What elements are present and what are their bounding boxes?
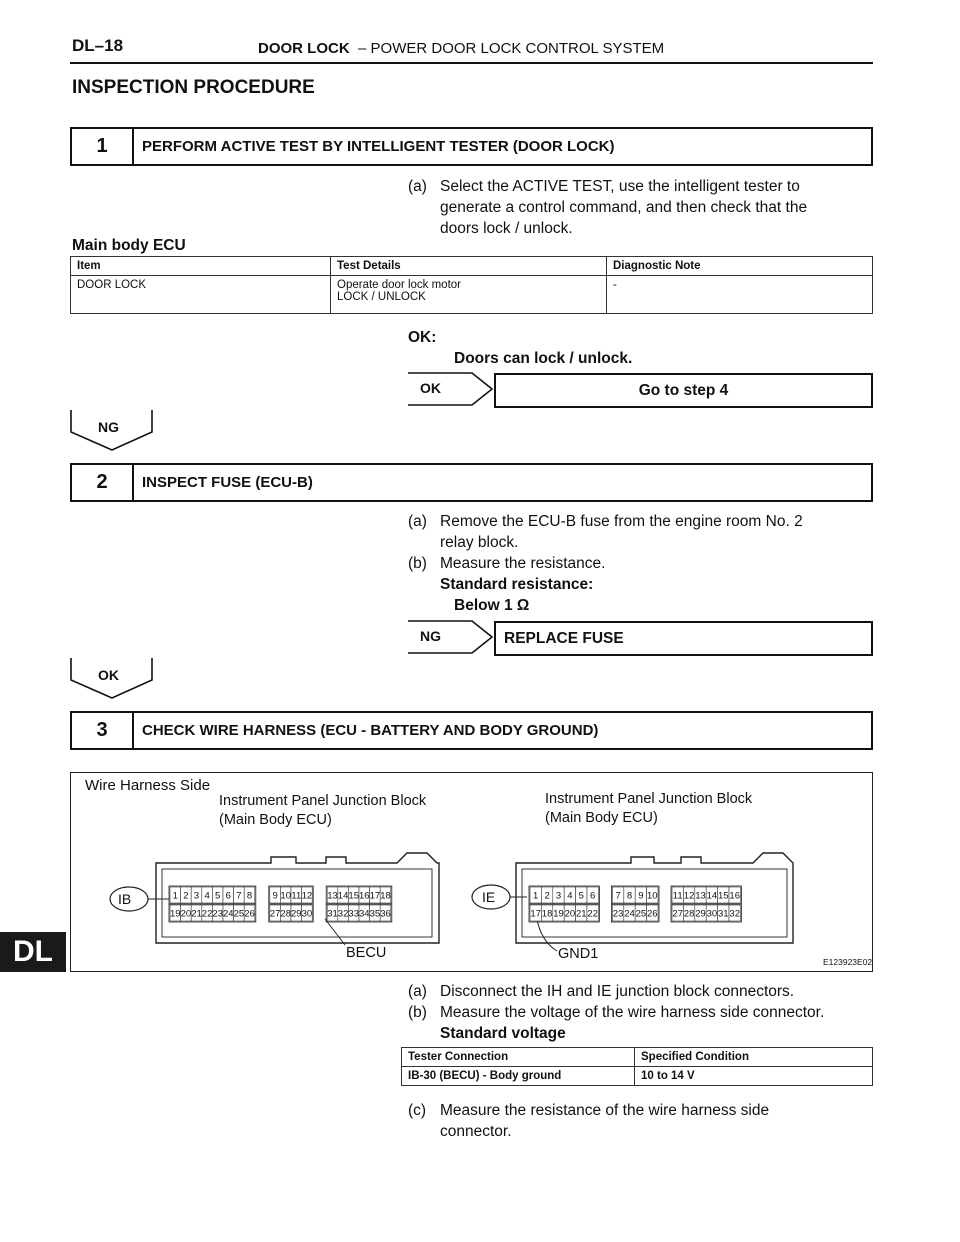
ie-pin-number: 1 bbox=[533, 890, 539, 902]
ib-pin-number: 1 bbox=[172, 890, 178, 902]
ie-pin-number: 31 bbox=[718, 908, 729, 920]
go-to-step-4-box: Go to step 4 bbox=[494, 373, 873, 408]
step-3-b-line1: Measure the voltage of the wire harness side connector. bbox=[440, 1004, 825, 1021]
ie-pin-number: 32 bbox=[729, 908, 740, 920]
left-title-line2: (Main Body ECU) bbox=[219, 812, 332, 828]
step-3-a-line1: Disconnect the IH and IE junction block connectors. bbox=[440, 983, 795, 1000]
ie-pin-number: 16 bbox=[729, 890, 740, 902]
ie-pin-number: 14 bbox=[706, 890, 718, 902]
step-3-c-label: (c) bbox=[408, 1102, 427, 1119]
table-cell-connection: IB-30 (BECU) - Body ground bbox=[402, 1067, 635, 1086]
ie-pin-number: 21 bbox=[576, 908, 587, 920]
step-1-a-line3: doors lock / unlock. bbox=[440, 220, 573, 237]
ie-pin-number: 29 bbox=[695, 908, 706, 920]
page-header-title bbox=[258, 40, 664, 57]
ie-pin-number: 9 bbox=[638, 890, 644, 902]
step-2-title: INSPECT FUSE (ECU-B) bbox=[142, 474, 313, 491]
step-3-title: CHECK WIRE HARNESS (ECU - BATTERY AND BODY GROUND) bbox=[142, 722, 599, 739]
ie-pin-number: 17 bbox=[530, 908, 541, 920]
step-2-a-line1: Remove the ECU-B fuse from the engine room No. 2 bbox=[440, 513, 803, 530]
ib-pin-number: 33 bbox=[348, 908, 359, 920]
ie-pin-number: 19 bbox=[553, 908, 564, 920]
right-title-line2: (Main Body ECU) bbox=[545, 810, 658, 826]
ie-pin-number: 28 bbox=[683, 908, 695, 920]
table-row bbox=[71, 276, 873, 314]
ie-pin-number: 23 bbox=[612, 908, 624, 920]
table-cell-condition: 10 to 14 V bbox=[635, 1067, 873, 1086]
step-3-a-label: (a) bbox=[408, 983, 427, 1000]
step-1-instruction bbox=[408, 176, 807, 239]
ie-pin-number: 12 bbox=[683, 890, 695, 902]
wire-harness-side-label: Wire Harness Side bbox=[85, 777, 211, 794]
section-side-tab: DL bbox=[0, 932, 66, 972]
step-2-a-line2: relay block. bbox=[440, 534, 519, 551]
ib-pin-number: 22 bbox=[201, 908, 213, 920]
ib-pin-number: 10 bbox=[280, 890, 291, 902]
ie-connector-label: IE bbox=[482, 889, 496, 905]
voltage-spec-table bbox=[401, 1047, 873, 1086]
standard-voltage-label: Standard voltage bbox=[440, 1025, 566, 1042]
ib-pin-number: 21 bbox=[191, 908, 202, 920]
right-title-line1: Instrument Panel Junction Block bbox=[545, 791, 753, 807]
ng-branch-label: NG bbox=[420, 628, 441, 644]
pin-grid bbox=[169, 886, 741, 922]
header-title-bold: DOOR LOCK bbox=[258, 40, 350, 57]
ib-pin-number: 14 bbox=[337, 890, 349, 902]
table-cell-details bbox=[331, 276, 607, 314]
ie-pin-number: 26 bbox=[647, 908, 658, 920]
details-line2: LOCK / UNLOCK bbox=[337, 291, 426, 303]
step-3-c-line1: Measure the resistance of the wire harness side bbox=[440, 1102, 770, 1119]
ib-pin-number: 8 bbox=[246, 890, 253, 902]
ib-pin-number: 15 bbox=[348, 890, 359, 902]
replace-fuse-box: REPLACE FUSE bbox=[494, 621, 873, 656]
ib-pin-number: 12 bbox=[301, 890, 313, 902]
standard-resistance-value: Below 1 Ω bbox=[454, 597, 530, 614]
ok-value: Doors can lock / unlock. bbox=[454, 350, 633, 367]
ie-pin-number: 15 bbox=[718, 890, 729, 902]
ie-pin-number: 22 bbox=[587, 908, 598, 920]
gnd1-pin-label: GND1 bbox=[558, 946, 599, 962]
header-rule bbox=[70, 62, 873, 64]
ie-pin-number: 2 bbox=[544, 890, 550, 902]
ib-pin-number: 30 bbox=[301, 908, 313, 920]
table-header-row bbox=[71, 257, 873, 276]
step-2-b-line1: Measure the resistance. bbox=[440, 555, 606, 572]
ib-pin-number: 13 bbox=[327, 890, 338, 902]
ok-continue-label: OK bbox=[98, 667, 119, 683]
section-title: INSPECTION PROCEDURE bbox=[72, 77, 315, 98]
ib-pin-number: 4 bbox=[204, 890, 210, 902]
ib-pin-number: 25 bbox=[233, 908, 245, 920]
table-cell-note: - bbox=[607, 276, 873, 314]
ie-pin-number: 3 bbox=[555, 890, 562, 902]
ib-pin-number: 11 bbox=[291, 890, 302, 902]
step-3-instructions bbox=[408, 981, 824, 1044]
ib-pin-number: 9 bbox=[272, 890, 278, 902]
table-row bbox=[402, 1067, 873, 1086]
step-3-c-instruction bbox=[408, 1100, 769, 1142]
ie-pin-number: 8 bbox=[626, 890, 633, 902]
ie-pin-number: 6 bbox=[590, 890, 596, 902]
step-1-a-line2: generate a control command, and then check that the bbox=[440, 199, 808, 216]
ng-continue-label: NG bbox=[98, 419, 119, 435]
step-3-number: 3 bbox=[72, 713, 134, 748]
step-3-b-label: (b) bbox=[408, 1004, 427, 1021]
ib-pin-number: 29 bbox=[291, 908, 302, 920]
ok-label: OK: bbox=[408, 329, 437, 346]
ib-pin-number: 2 bbox=[183, 890, 189, 902]
ib-pin-number: 20 bbox=[180, 908, 192, 920]
ib-pin-number: 5 bbox=[215, 890, 221, 902]
table-header-row bbox=[402, 1048, 873, 1067]
ib-pin-number: 35 bbox=[369, 908, 381, 920]
connector-drawing bbox=[71, 773, 872, 971]
ie-pin-number: 20 bbox=[564, 908, 576, 920]
table-header-test-details: Test Details bbox=[331, 257, 607, 276]
ib-pin-number: 19 bbox=[170, 908, 181, 920]
step-2-box bbox=[70, 463, 873, 502]
ib-pin-number: 26 bbox=[244, 908, 255, 920]
ib-pin-number: 31 bbox=[327, 908, 338, 920]
ib-pin-number: 16 bbox=[359, 890, 370, 902]
header-title-rest: – POWER DOOR LOCK CONTROL SYSTEM bbox=[358, 40, 665, 57]
step-3-c-line2: connector. bbox=[440, 1123, 512, 1140]
step-1-a-label: (a) bbox=[408, 178, 427, 195]
ib-pin-number: 34 bbox=[359, 908, 370, 920]
ib-pin-number: 27 bbox=[269, 908, 281, 920]
ib-pin-number: 23 bbox=[212, 908, 223, 920]
table-header-tester-connection: Tester Connection bbox=[402, 1048, 635, 1067]
ie-pin-number: 27 bbox=[672, 908, 683, 920]
step-2-a-label: (a) bbox=[408, 513, 427, 530]
ie-pin-number: 5 bbox=[578, 890, 584, 902]
ie-pin-number: 24 bbox=[624, 908, 635, 920]
ie-pin-number: 13 bbox=[695, 890, 706, 902]
ie-pin-number: 18 bbox=[541, 908, 553, 920]
connector-diagram bbox=[70, 772, 873, 972]
ok-branch-label: OK bbox=[420, 380, 441, 396]
ib-pin-number: 6 bbox=[225, 890, 231, 902]
ib-pin-number: 3 bbox=[193, 890, 200, 902]
ie-pin-number: 30 bbox=[706, 908, 718, 920]
table-cell-item: DOOR LOCK bbox=[71, 276, 331, 314]
step-2-number: 2 bbox=[72, 465, 134, 500]
step-2-b-label: (b) bbox=[408, 555, 427, 572]
ib-pin-number: 36 bbox=[380, 908, 391, 920]
details-line1: Operate door lock motor bbox=[337, 279, 462, 291]
ib-connector-label: IB bbox=[118, 891, 132, 907]
ie-pin-number: 11 bbox=[672, 890, 683, 902]
step-3-box bbox=[70, 711, 873, 750]
ib-pin-number: 7 bbox=[236, 890, 242, 902]
active-test-table bbox=[70, 256, 873, 314]
step-1-number: 1 bbox=[72, 129, 134, 164]
becu-pin-label: BECU bbox=[346, 945, 387, 961]
step-1-box bbox=[70, 127, 873, 166]
ib-pin-number: 32 bbox=[337, 908, 349, 920]
ib-pin-number: 17 bbox=[369, 890, 381, 902]
ie-pin-number: 25 bbox=[635, 908, 647, 920]
table-title-main-body-ecu: Main body ECU bbox=[72, 237, 186, 254]
ib-pin-number: 28 bbox=[280, 908, 291, 920]
ie-pin-number: 7 bbox=[615, 890, 621, 902]
page-code: DL–18 bbox=[72, 36, 124, 55]
table-header-diagnostic-note: Diagnostic Note bbox=[607, 257, 873, 276]
ie-pin-number: 4 bbox=[567, 890, 573, 902]
figure-code: E123923E02 bbox=[823, 957, 873, 967]
left-title-line1: Instrument Panel Junction Block bbox=[219, 793, 427, 809]
ie-pin-number: 10 bbox=[647, 890, 658, 902]
step-2-instructions bbox=[408, 511, 803, 616]
table-header-specified-condition: Specified Condition bbox=[635, 1048, 873, 1067]
step-1-title: PERFORM ACTIVE TEST BY INTELLIGENT TESTER (DOOR LOCK) bbox=[142, 138, 615, 155]
table-header-item: Item bbox=[71, 257, 331, 276]
ib-pin-number: 24 bbox=[223, 908, 234, 920]
standard-resistance-label: Standard resistance: bbox=[440, 576, 594, 593]
ib-pin-number: 18 bbox=[380, 890, 391, 902]
step-1-ok-criteria bbox=[408, 327, 632, 369]
step-1-a-line1: Select the ACTIVE TEST, use the intelligent tester to bbox=[440, 178, 800, 195]
